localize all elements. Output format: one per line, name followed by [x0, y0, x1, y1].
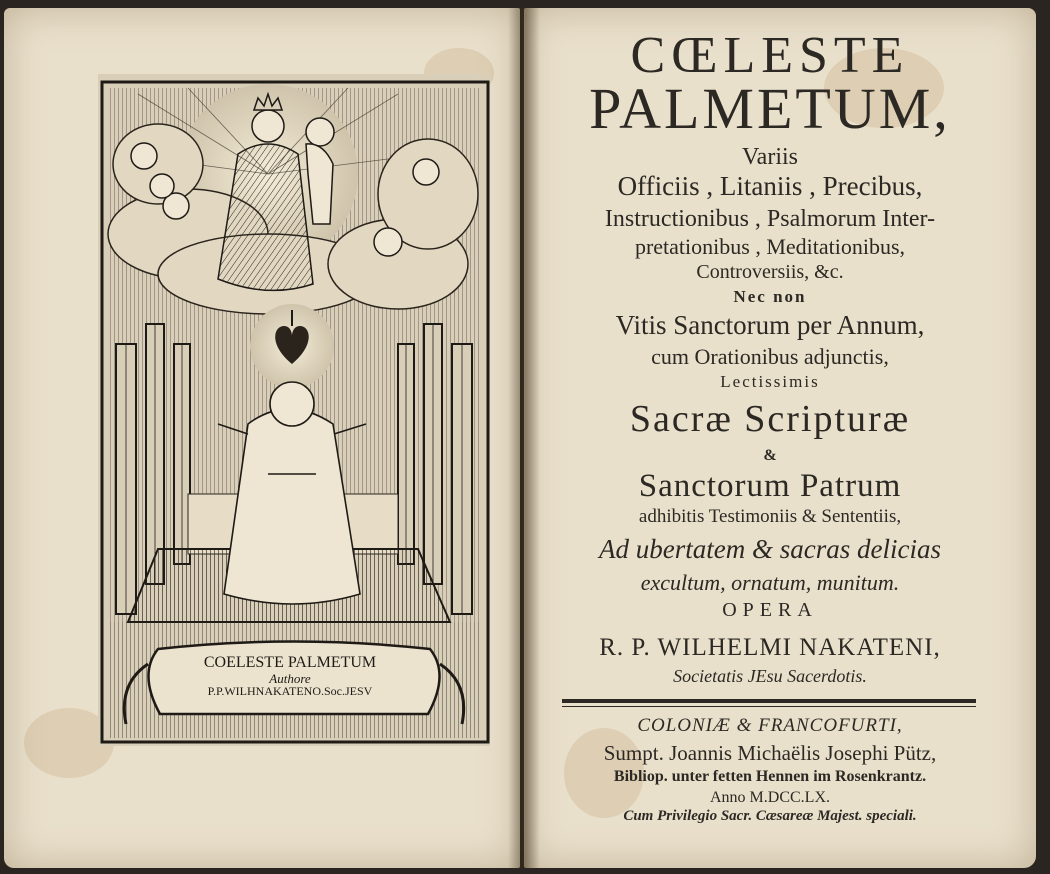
imprint-place: COLONIÆ & FRANCOFURTI, [637, 715, 903, 736]
title-variis: Variis [742, 144, 798, 170]
title-opera: OPERA [722, 599, 818, 621]
title-line-pretationibus: pretationibus , Meditationibus, [634, 234, 906, 259]
imprint-publisher: Sumpt. Joannis Michaëlis Josephi Pütz, [603, 741, 937, 765]
cartouche-title: COELESTE PALMETUM [203, 654, 377, 671]
title-sacrae-scripturae: Sacræ Scripturæ [629, 398, 911, 440]
title-line-adhibitis: adhibitis Testimoniis & Sententiis, [638, 506, 902, 527]
title-line-instructionibus: Instructionibus , Psalmorum Inter- [604, 206, 936, 232]
title-rule-thin [562, 706, 976, 707]
cartouche-inscription [176, 655, 404, 698]
book-gutter [508, 8, 540, 868]
title-line-vitis: Vitis Sanctorum per Annum, [615, 310, 925, 340]
imprint-bookseller: Bibliop. unter fetten Hennen im Rosenkrantz. [613, 768, 927, 785]
engraving-illustration [98, 74, 490, 746]
title-line-orationibus: cum Orationibus adjunctis, [651, 344, 889, 369]
title-author: R. P. WILHELMI NAKATENI, [599, 634, 941, 661]
title-rule-thick [562, 699, 976, 703]
title-sanctorum-patrum: Sanctorum Patrum [638, 468, 902, 504]
title-society: Societatis JEsu Sacerdotis. [673, 666, 867, 686]
title-line-2: PALMETUM, [589, 76, 951, 141]
title-lectissimis: Lectissimis [720, 372, 820, 391]
title-nec-non: Nec non [733, 287, 807, 306]
cartouche-author: P.P.WILHNAKATENO.Soc.JESV [207, 684, 373, 699]
title-line-excultum: excultum, ornatum, munitum. [640, 570, 900, 595]
title-line-ad-ubertatem: Ad ubertatem & sacras delicias [599, 534, 941, 564]
imprint-year: Anno M.DCC.LX. [709, 789, 830, 806]
title-line-controversiis: Controversiis, &c. [696, 261, 844, 283]
imprint-privilege: Cum Privilegio Sacr. Cæsareæ Majest. speciali. [623, 808, 917, 824]
cartouche-author-label: Authore [269, 670, 311, 686]
frontispiece-engraving [98, 74, 490, 746]
title-line-officiis: Officiis , Litaniis , Precibus, [617, 171, 923, 201]
title-line-1: CŒLESTE [630, 27, 910, 84]
title-ampersand: & [763, 447, 777, 464]
